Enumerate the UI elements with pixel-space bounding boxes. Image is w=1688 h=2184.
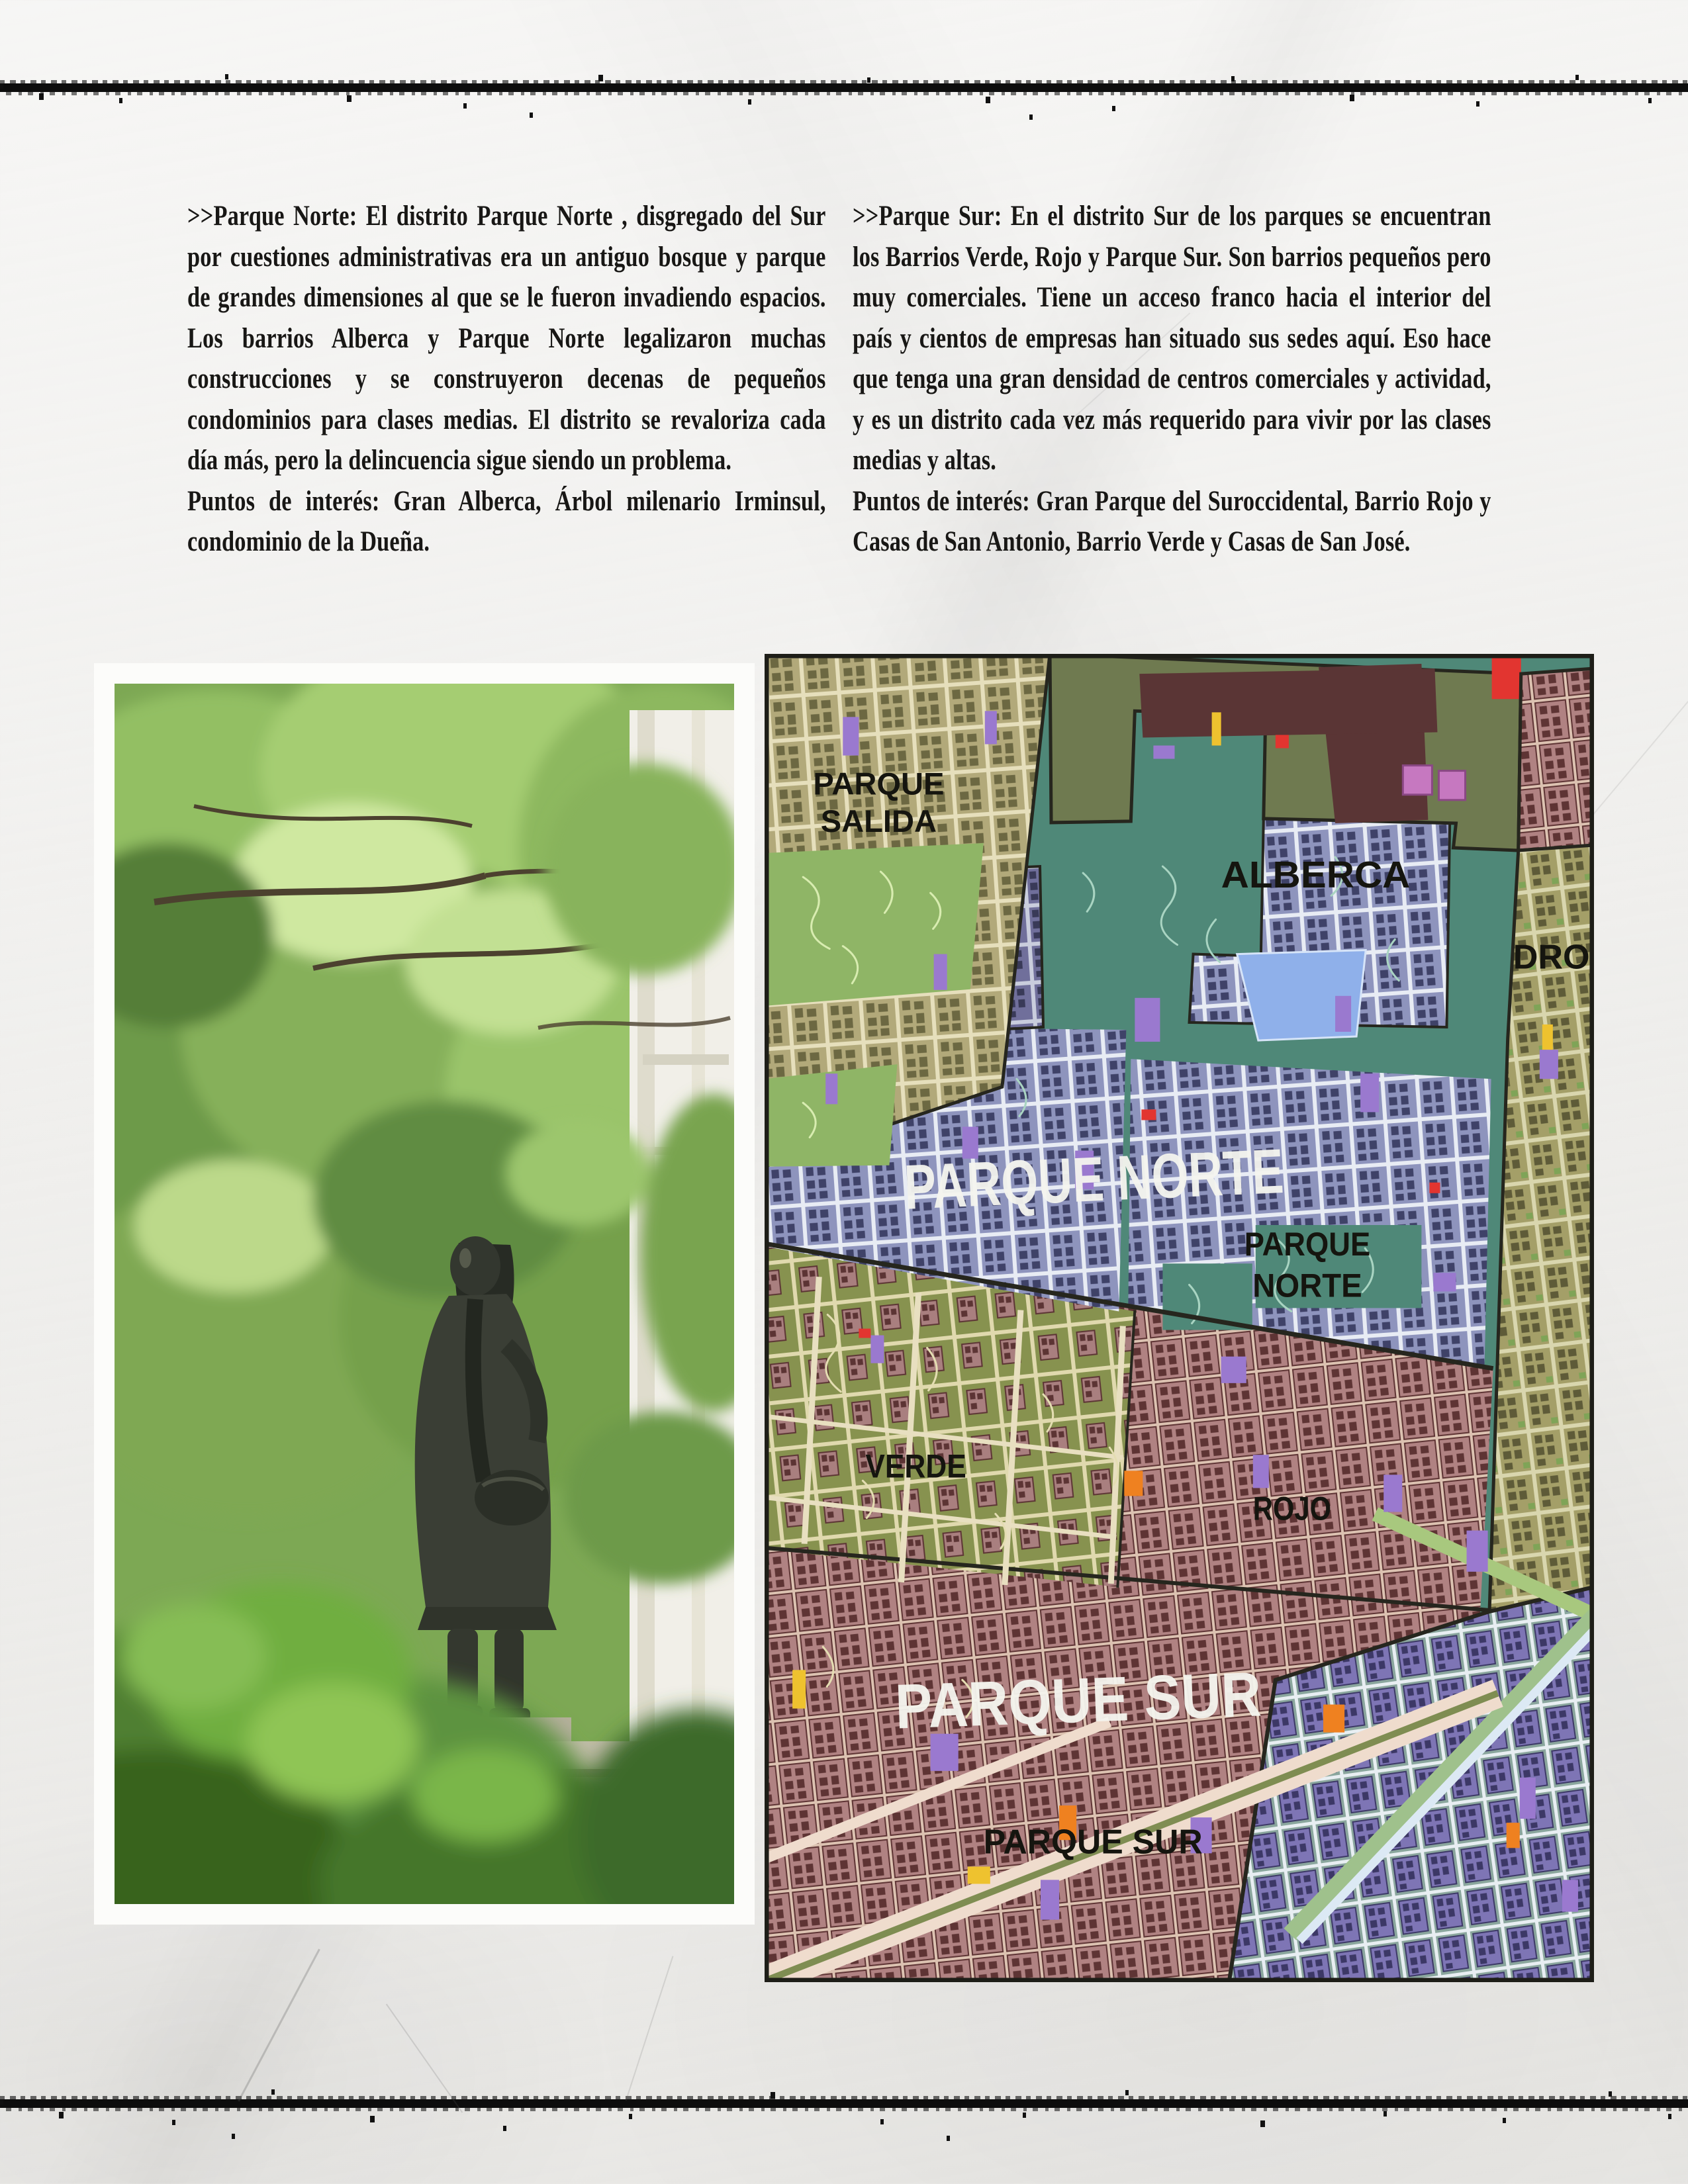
paper-crease	[626, 1956, 674, 2101]
label-alberca: ALBERCA	[1221, 854, 1411, 896]
article-parque-sur-points: Puntos de interés: Gran Parque del Suroccidental, Barrio Rojo y Casas de San Antonio, Barrio Verde y Casas de San José.	[853, 485, 1491, 557]
city-map	[765, 654, 1594, 1982]
label-parque-norte-barrio-line1: PARQUE	[1244, 1226, 1371, 1263]
pink-park-building	[1403, 766, 1432, 795]
wide-maroon-road	[1139, 668, 1437, 737]
label-parque-salida-line1: PARQUE	[813, 766, 945, 801]
statue-photo-frame	[94, 663, 755, 1925]
red-landmark-building	[1492, 657, 1521, 699]
label-parque-sur-district: PARQUE SUR	[894, 1657, 1312, 1743]
city-map-frame	[765, 654, 1594, 1982]
label-parque-norte-district: PARQUE NORTE	[902, 1130, 1409, 1223]
label-verde: VERDE	[865, 1447, 966, 1485]
article-parque-norte	[187, 196, 826, 563]
article-parque-norte-body: >>Parque Norte: El distrito Parque Norte , disgregado del Sur por cuestiones administrativas era un antiguo bosque y parque de grandes dimensiones al que se le fueron invadiendo espacios. Los barrios Alberca y Parque Norte legalizaron muchas construcciones y se construyeron decenas de pequeños condominios para clases medias. El distrito se revaloriza cada día más, pero la delincuencia sigue siendo un problema.	[187, 201, 826, 476]
bottom-border-rule	[0, 2099, 1688, 2108]
label-parque-sur-barrio: PARQUE SUR	[983, 1823, 1203, 1862]
article-parque-norte-points: Puntos de interés: Gran Alberca, Árbol milenario Irminsul, condominio de la Dueña.	[187, 485, 826, 557]
article-parque-sur	[853, 196, 1491, 563]
top-border-rule	[0, 83, 1688, 92]
statue-photo	[115, 684, 734, 1904]
salida-park-green	[765, 843, 984, 1006]
label-parque-salida-line2: SALIDA	[820, 803, 937, 839]
article-parque-sur-body: >>Parque Sur: En el distrito Sur de los parques se encuentran los Barrios Verde, Rojo y Parque Sur. Son barrios pequeños pero muy comerciales. Tiene un acceso franco hacia el interior del país y cientos de empresas han situado sus sedes aquí. Eso hace que tenga una gran densidad de centros comerciales y actividad, y es un distrito cada vez más requerido para vivir por las clases medias y altas.	[853, 201, 1491, 476]
label-parque-norte-barrio-line2: NORTE	[1252, 1267, 1362, 1304]
label-dro: DRO	[1513, 938, 1590, 977]
paper-crease	[238, 1949, 320, 2102]
label-rojo: ROJO	[1252, 1490, 1332, 1527]
rose-corner-district	[1519, 668, 1594, 850]
pink-park-building	[1438, 771, 1465, 800]
